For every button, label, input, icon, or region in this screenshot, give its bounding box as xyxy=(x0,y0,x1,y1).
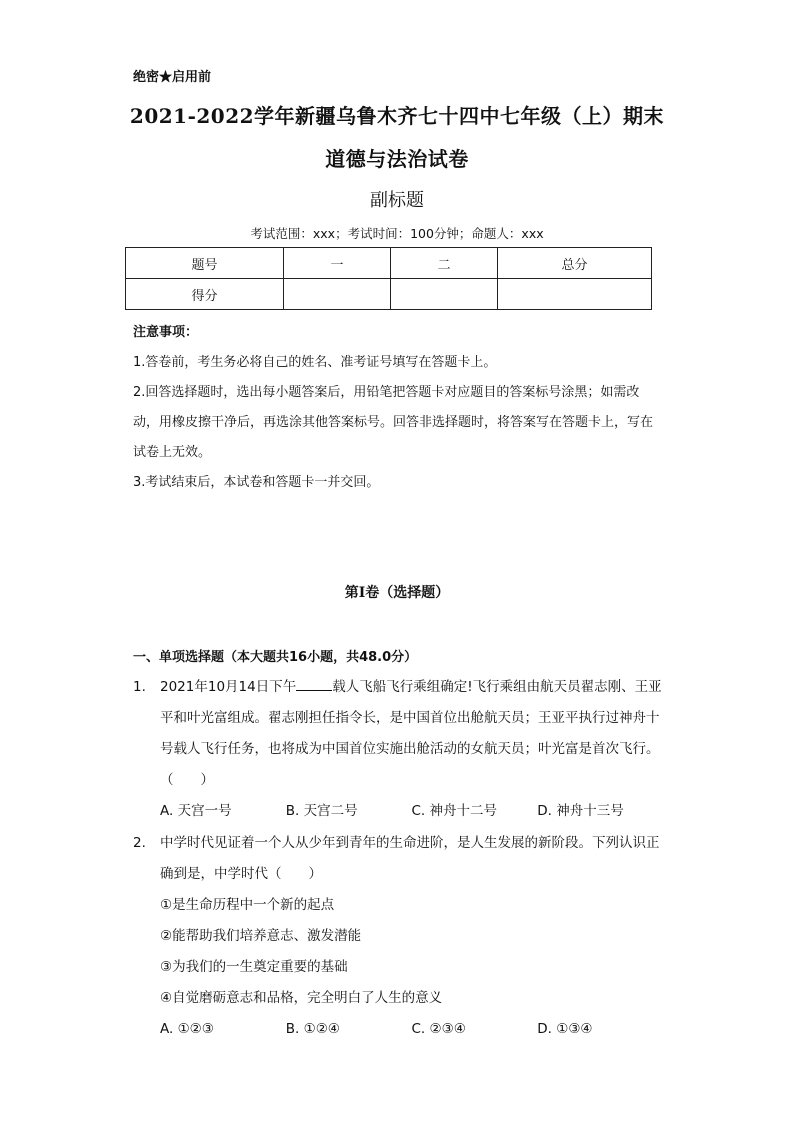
question-1 xyxy=(133,672,663,827)
statement: ②能帮助我们培养意志、激发潜能 xyxy=(160,928,362,944)
instructions xyxy=(133,318,663,498)
option-c: C. 神舟十二号 xyxy=(411,803,498,819)
option-b: B. 天宫二号 xyxy=(285,803,358,819)
instruction-item: 2.回答选择题时，选出每小题答案后，用铅笔把答题卡对应题目的答案标号涂黑；如需改动，用橡皮擦干净后，再选涂其他答案标号。回答非选择题时，将答案写在答题卡上，写在试卷上无效。 xyxy=(133,385,654,460)
option-a: A. 天宫一号 xyxy=(160,803,232,819)
section-title: 一、单项选择题（本大题共16小题，共48.0分） xyxy=(133,650,418,665)
question-body xyxy=(160,672,663,827)
question-number: 2. xyxy=(133,835,146,851)
score-cell: 二 xyxy=(391,248,498,279)
question-stem: 中学时代见证着一个人从少年到青年的生命进阶，是人生发展的新阶段。下列认识正确到是，中学时代（ ） xyxy=(160,835,660,882)
exam-subtitle: 副标题 xyxy=(370,190,424,211)
score-table-score-row xyxy=(126,279,652,310)
option-d: D. ①③④ xyxy=(537,1021,593,1037)
option-d: D. 神舟十三号 xyxy=(537,803,624,819)
score-cell: 一 xyxy=(284,248,391,279)
exam-title-line1: 2021-2022学年新疆乌鲁木齐七十四中七年级（上）期末 xyxy=(129,104,665,128)
exam-info: 考试范围：xxx；考试时间：100分钟；命题人：xxx xyxy=(250,226,544,241)
option-b: B. ①②④ xyxy=(285,1021,340,1037)
question-stem-part: 载人飞船飞行乘组确定!飞行乘组由航天员翟志刚、王亚平和叶光富组成。翟志刚担任指令长，是中国首位出舱航天员；王亚平执行过神舟十号载人飞行任务，也将成为中国首位实施出舱活动的女航天员；叶光富是首次飞行。（ ） xyxy=(160,679,662,788)
score-cell: 题号 xyxy=(126,248,284,279)
answer-options xyxy=(160,1014,663,1045)
part-title: 第I卷（选择题） xyxy=(344,585,450,601)
question-number: 1. xyxy=(133,679,146,695)
instruction-item: 3.考试结束后，本试卷和答题卡一并交回。 xyxy=(133,475,380,490)
score-cell xyxy=(284,279,391,310)
score-cell xyxy=(498,279,652,310)
instruction-item: 1.答卷前，考生务必将自己的姓名、准考证号填写在答题卡上。 xyxy=(133,355,497,370)
confidential-mark: 绝密★启用前 xyxy=(133,70,212,85)
score-cell: 总分 xyxy=(498,248,652,279)
score-cell xyxy=(391,279,498,310)
statement: ④自觉磨砺意志和品格，完全明白了人生的意义 xyxy=(160,990,443,1006)
option-c: C. ②③④ xyxy=(411,1021,466,1037)
fill-blank xyxy=(296,676,332,691)
statement: ①是生命历程中一个新的起点 xyxy=(160,897,335,913)
option-a: A. ①②③ xyxy=(160,1021,214,1037)
question-stem-part: 2021年10月14日下午 xyxy=(160,679,297,695)
answer-options xyxy=(160,796,663,827)
question-body xyxy=(160,828,663,1045)
score-table-header-row xyxy=(126,248,652,279)
score-cell: 得分 xyxy=(126,279,284,310)
statement: ③为我们的一生奠定重要的基础 xyxy=(160,959,348,975)
score-table xyxy=(125,247,652,310)
question-2 xyxy=(133,828,663,1045)
instructions-heading: 注意事项： xyxy=(133,325,199,340)
exam-title-line2: 道德与法治试卷 xyxy=(325,147,469,171)
